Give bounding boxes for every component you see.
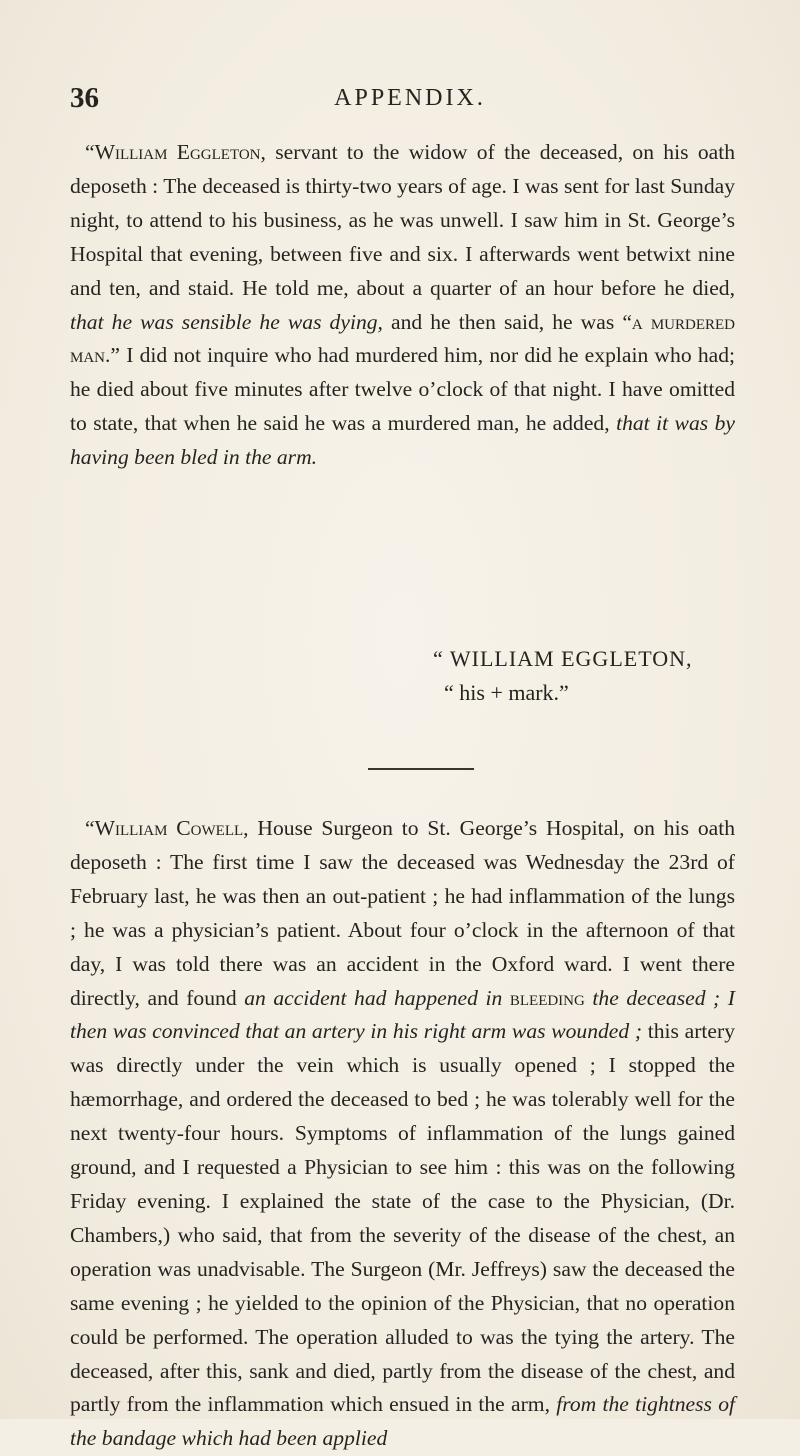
open-quote: “ bbox=[85, 816, 95, 840]
italic-text: from the tightness of the bandage which had been applied bbox=[70, 1392, 735, 1451]
italic-text: the deceased ; I then was convinced that an artery in his right arm was wounded ; bbox=[70, 985, 735, 1044]
running-head: APPENDIX. bbox=[334, 85, 486, 111]
paragraph-text: and he then said, he was bbox=[382, 309, 623, 334]
deponent-name: William Cowell, bbox=[94, 816, 249, 840]
open-quote: “ bbox=[85, 140, 95, 164]
deposition-eggleton bbox=[70, 136, 735, 475]
italic-text: that he was sensible he was dying, bbox=[70, 309, 383, 334]
section-divider bbox=[368, 768, 474, 770]
deposition-paragraph bbox=[70, 812, 735, 1456]
signature-block bbox=[433, 642, 693, 710]
italic-text: an accident had happened in bbox=[244, 985, 503, 1010]
signature-mark: “ his + mark.” bbox=[444, 680, 569, 705]
signature-name: “ WILLIAM EGGLETON, bbox=[433, 646, 693, 671]
smallcaps-word: bleeding bbox=[509, 985, 585, 1010]
paragraph-text: I did not inquire who had murdered him, nor did he explain who had; he died about five minutes after twelve o’clock of that night. I have omitted to state, that when he said he was a murdered man, he added, bbox=[70, 343, 735, 436]
paragraph-text: this artery was directly under the vein which is usually opened ; I stopped the hæmorrhage, and ordered the deceased to bed ; he was tolerably well for the next twenty-four hours. Symptoms of inflammation of the lungs gained ground, and I requested a Physician to see him : this was on the following Friday evening. I explained the state of the case to the Physician, (Dr. Chambers,) who said, that from the severity of the disease of the chest, an operation was unadvisable. The Surgeon (Mr. Jeffreys) saw the deceased the same evening ; he yielded to the opinion of the Physician, that no operation could be performed. The operation alluded to was the tying the artery. The deceased, after this, sank and died, partly from the disease of the chest, and partly from the inflammation which ensued in the arm, bbox=[70, 1019, 735, 1417]
page-number: 36 bbox=[70, 82, 99, 114]
deposition-cowell bbox=[70, 812, 735, 1456]
page-header bbox=[0, 82, 800, 122]
italic-text: that it was by having been bled in the arm. bbox=[70, 411, 735, 470]
deponent-name: William Eggleton, bbox=[94, 140, 266, 164]
paragraph-text: servant to the widow of the deceased, on his oath deposeth : The deceased is thirty-two years of age. I was sent for last Sunday night, to attend to his business, as he was unwell. I saw him in St. George’s Hospital that evening, between five and six. I afterwards went betwixt nine and ten, and staid. He told me, about a quarter of an hour before he died, bbox=[70, 140, 735, 300]
paragraph-text: House Surgeon to St. George’s Hospital, on his oath deposeth : The first time I saw the deceased was Wednesday the 23rd of February last, he was then an out-patient ; he had inflammation of the lungs ; he was a physician’s patient. About four o’clock in the afternoon of that day, I was told there was an accident in the Oxford ward. I went there directly, and found bbox=[70, 816, 735, 1010]
deposition-paragraph bbox=[70, 136, 735, 475]
quoted-phrase: “a murdered man.” bbox=[70, 309, 735, 368]
